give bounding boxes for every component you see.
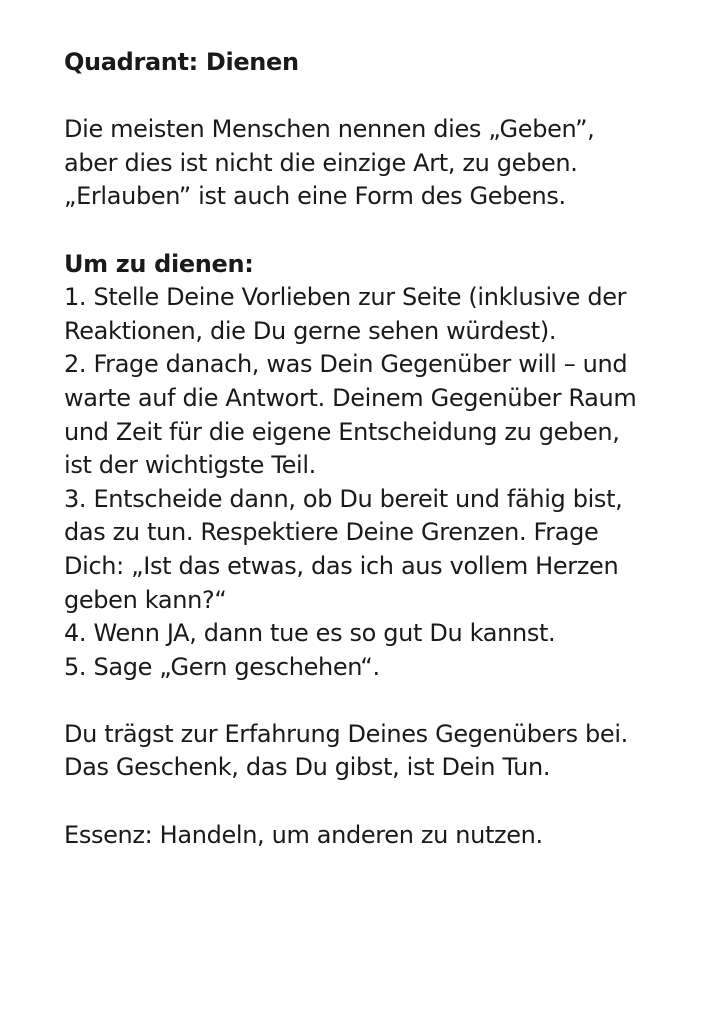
step-line: geben kann?“: [64, 585, 227, 614]
step-line: 2. Frage danach, was Dein Gegenüber will – und: [64, 350, 628, 379]
step-line: 1. Stelle Deine Vorlieben zur Seite (inklusive der: [64, 283, 627, 312]
intro-paragraph: [64, 113, 684, 214]
document-page: [64, 46, 684, 852]
page-title: Quadrant: Dienen: [64, 48, 299, 76]
steps-list: [64, 281, 684, 684]
steps-heading: Um zu dienen:: [64, 249, 254, 278]
step-line: und Zeit für die eigene Entscheidung zu geben,: [64, 417, 620, 446]
summary-line: Du trägst zur Erfahrung Deines Gegenübers bei.: [64, 719, 628, 748]
step-line: das zu tun. Respektiere Deine Grenzen. Frage: [64, 518, 599, 547]
step-line: warte auf die Antwort. Deinem Gegenüber Raum: [64, 383, 637, 412]
essence-line: Essenz: Handeln, um anderen zu nutzen.: [64, 820, 543, 849]
step-line: Dich: „Ist das etwas, das ich aus vollem Herzen: [64, 551, 619, 580]
summary-line: Das Geschenk, das Du gibst, ist Dein Tun.: [64, 753, 551, 782]
step-line: 5. Sage „Gern geschehen“.: [64, 652, 380, 681]
spacer: [64, 214, 684, 248]
step-line: 4. Wenn JA, dann tue es so gut Du kannst.: [64, 619, 556, 648]
intro-line: Die meisten Menschen nennen dies „Geben”,: [64, 115, 595, 144]
intro-line: aber dies ist nicht die einzige Art, zu geben.: [64, 148, 578, 177]
step-line: ist der wichtigste Teil.: [64, 451, 316, 480]
spacer: [64, 785, 684, 819]
step-line: Reaktionen, die Du gerne sehen würdest).: [64, 316, 557, 345]
intro-line: „Erlauben” ist auch eine Form des Gebens.: [64, 182, 566, 211]
summary-paragraph: [64, 718, 684, 785]
step-line: 3. Entscheide dann, ob Du bereit und fähig bist,: [64, 484, 623, 513]
spacer: [64, 80, 684, 114]
spacer: [64, 684, 684, 718]
